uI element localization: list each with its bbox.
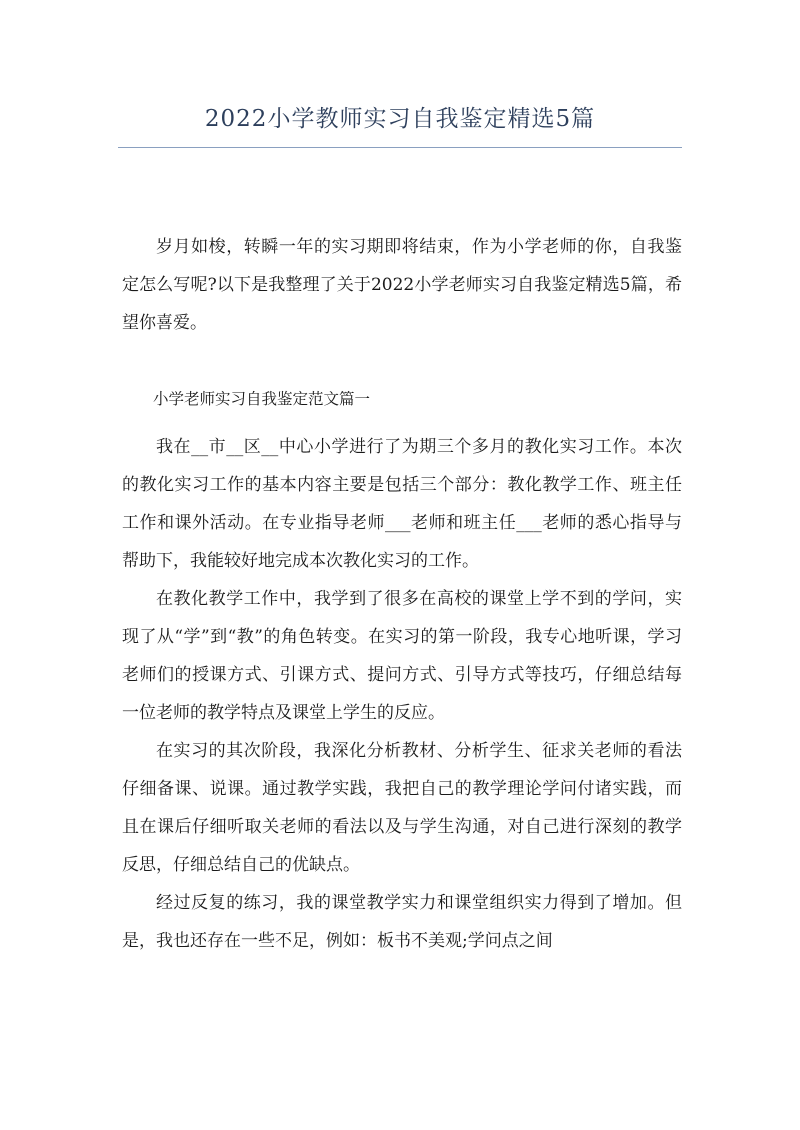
document-body [122,228,682,960]
body-paragraph: 在实习的其次阶段，我深化分析教材、分析学生、征求关老师的看法仔细备课、说课。通过教学实践，我把自己的教学理论学问付诸实践，而且在课后仔细听取关老师的看法以及与学生沟通，对自己进行深刻的教学反思，仔细总结自己的优缺点。 [122,741,682,875]
body-paragraph: 经过反复的练习，我的课堂教学实力和课堂组织实力得到了增加。但是，我也还存在一些不足，例如：板书不美观;学问点之间 [122,893,682,951]
title-divider [118,147,682,148]
spacer [122,418,682,428]
document-title: 2022小学教师实习自我鉴定精选5篇 [204,106,596,132]
body-paragraph: 在教化教学工作中，我学到了很多在高校的课堂上学不到的学问，实现了从“学”到“教”的角色转变。在实习的第一阶段，我专心地听课，学习老师们的授课方式、引课方式、提问方式、引导方式等技巧，仔细总结每一位老师的教学特点及课堂上学生的反应。 [122,589,682,723]
spacer [122,342,682,380]
body-paragraph: 我在__市__区__中心小学进行了为期三个多月的教化实习工作。本次的教化实习工作的基本内容主要是包括三个部分：教化教学工作、班主任工作和课外活动。在专业指导老师___老师和班主任___老师的悉心指导与帮助下，我能较好地完成本次教化实习的工作。 [122,437,682,571]
intro-paragraph: 岁月如梭，转瞬一年的实习期即将结束，作为小学老师的你，自我鉴定怎么写呢?以下是我整理了关于2022小学老师实习自我鉴定精选5篇，希望你喜爱。 [122,237,682,333]
section-heading: 小学老师实习自我鉴定范文篇一 [153,390,371,408]
